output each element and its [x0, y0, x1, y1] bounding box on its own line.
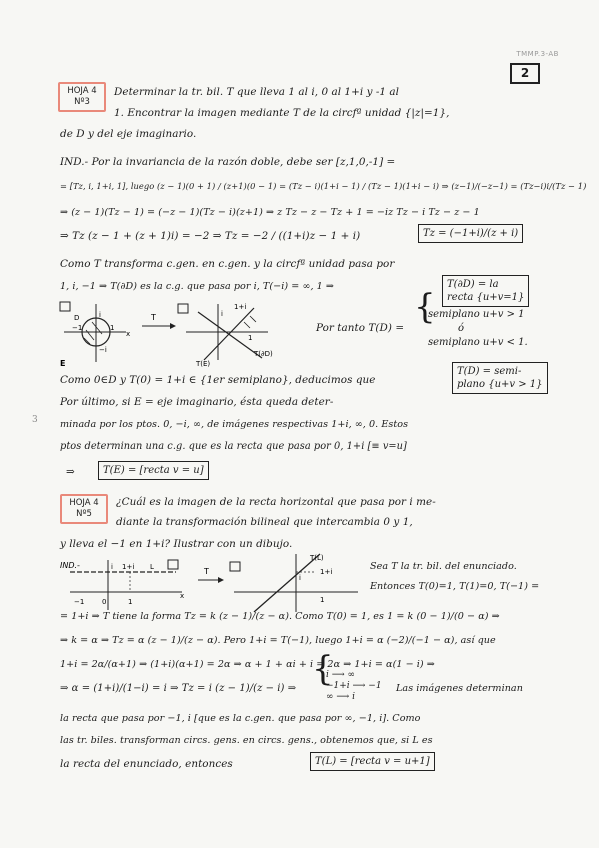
- brace-row-1: semiplano u+v > 1: [428, 309, 525, 320]
- por-tanto-text: Por tanto T(D) =: [316, 322, 405, 334]
- d-text-3: minada por los ptos. 0, −i, ∞, de imágenes respectivas 1+i, ∞, 0. Estos: [60, 419, 409, 430]
- right-label-T-boundary: T(∂D): [254, 350, 273, 358]
- right-label-T-E: T(E): [196, 360, 211, 368]
- brace-row-3: semiplano u+v < 1.: [428, 337, 528, 348]
- left-label-D: D: [74, 314, 80, 322]
- problem5-diagram: [58, 552, 368, 614]
- p5-left-label-x: x: [180, 592, 185, 600]
- map-arrow-label: T: [151, 313, 156, 322]
- problem5-statement-3: y lleva el −1 en 1+i? Ilustrar con un dibujo.: [60, 538, 293, 550]
- problem3-solution-3: ⇒ (z − 1)(Tz − 1) = (−z − 1)(Tz − i)(z+1) ⇒ z Tz − z − Tz + 1 = −iz Tz − i Tz − z − 1: [60, 207, 480, 218]
- problem3-circle-box: [442, 275, 529, 307]
- problem5-tag-sheet: HOJA 4: [69, 498, 99, 508]
- left-label-1: 1: [110, 324, 115, 332]
- problem3-tag: [58, 82, 106, 112]
- p5-right-label-1plusi: 1+i: [320, 568, 333, 576]
- p5-solution-2: ⇒ k = α ⇒ Tz = α (z − 1)/(z − α). Pero 1+i = T(−1), luego 1+i = α (−2)/(−1 − α), así que: [60, 635, 496, 646]
- problem5-statement-1: ¿Cuál es la imagen de la recta horizontal que pasa por i me-: [116, 496, 436, 508]
- brace-row-2: ó: [458, 323, 465, 334]
- problem5-statement-2: diante la transformación bilineal que intercambia 0 y 1,: [116, 516, 413, 528]
- left-label-x: x: [126, 330, 131, 338]
- p5-right-label-T-L: T(L): [310, 554, 324, 562]
- p5-conclusion-3: la recta del enunciado, entonces: [60, 758, 233, 770]
- problem3-statement-2: 1. Encontrar la imagen mediante T de la circfª unidad {|z|=1},: [114, 107, 450, 119]
- p5-side-text-1: Sea T la tr. bil. del enunciado.: [370, 561, 517, 572]
- left-label-minus1: −1: [72, 324, 83, 332]
- p5-left-label-0: 0: [102, 598, 107, 606]
- right-label-1: 1: [248, 334, 253, 342]
- problem3-tag-number: Nº3: [74, 97, 90, 107]
- p5-ind-label: IND.-: [60, 561, 80, 570]
- p5-mapping-row-3: ∞ ⟶ i: [326, 692, 355, 702]
- p5-solution-1: = 1+i ⇒ T tiene la forma Tz = k (z − 1)/(z − α). Como T(0) = 1, es 1 = k (0 − 1)/(0 − α) ⇒: [60, 611, 500, 622]
- d-text-5: ⇒: [66, 466, 75, 478]
- problem3-statement-1: Determinar la tr. bil. T que lleva 1 al i, 0 al 1+i y -1 al: [114, 86, 400, 98]
- circle-box-line-2: recta {u+v=1}: [447, 292, 525, 303]
- p5-left-label-i: i: [111, 563, 113, 571]
- circle-box-line-1: T(∂D) = la: [447, 279, 499, 290]
- d-box-line-1: T(D) = semi-: [457, 366, 522, 377]
- problem5-tag: [60, 494, 108, 524]
- p5-mapping-brace: { i ⟶ ∞ −1+i ⟶ −1 ∞ ⟶ i: [312, 649, 382, 702]
- p5-right-label-1: 1: [320, 596, 325, 604]
- left-plane-marker: [60, 302, 70, 311]
- p5-side-text-2: Entonces T(0)=1, T(1)=0, T(−1) =: [370, 581, 540, 592]
- left-label-minus-i: −i: [99, 346, 107, 354]
- p5-solution-4: ⇒ α = (1+i)/(1−i) = i ⇒ Tz = i (z − 1)/(z − i) ⇒: [60, 683, 297, 694]
- d-box-line-2: plano {u+v > 1}: [457, 379, 543, 390]
- p5-mapping-row-1: i ⟶ ∞: [326, 670, 355, 680]
- p5-left-label-1: 1: [128, 598, 133, 606]
- problem3-solution-1: IND.- Por la invariancia de la razón doble, debe ser [z,1,0,-1] =: [60, 156, 396, 168]
- left-label-i: i: [99, 311, 101, 319]
- left-label-E: E: [60, 359, 66, 368]
- p5-conclusion-1: la recta que pasa por −1, i [que es la c.gen. que pasa por ∞, −1, i]. Como: [60, 713, 421, 724]
- p5-final-box: T(L) = [recta v = u+1]: [310, 752, 435, 771]
- margin-mark: 3: [32, 415, 38, 425]
- line-T-of-boundary: [204, 308, 254, 360]
- p5-left-label-1plusi: 1+i: [122, 563, 135, 571]
- problem3-circle-text-1: Como T transforma c.gen. en c.gen. y la circfª unidad pasa por: [60, 258, 395, 270]
- problem3-diagram: [58, 300, 308, 372]
- problem3-statement-3: de D y del eje imaginario.: [60, 128, 197, 140]
- problem3-tag-sheet: HOJA 4: [67, 86, 97, 96]
- d-text-4: ptos determinan una c.g. que es la recta que pasa por 0, 1+i [≡ v=u]: [60, 441, 407, 452]
- header-code: TMMP.3-AB: [516, 50, 559, 58]
- d-text-2: Por último, si E = eje imaginario, ésta queda deter-: [60, 396, 334, 408]
- p5-right-label-i: i: [299, 574, 301, 582]
- problem3-circle-text-2: 1, i, −1 ⇒ T(∂D) es la c.g. que pasa por i, T(−i) = ∞, 1 ⇒: [60, 281, 335, 292]
- problem3-solution-4: ⇒ Tz (z − 1 + (z + 1)i) = −2 ⇒ Tz = −2 / ((1+i)z − 1 + i): [60, 230, 361, 242]
- p5-mapping-text: Las imágenes determinan: [396, 683, 523, 694]
- page-number: 2: [510, 63, 540, 84]
- d-text-1: Como 0∈D y T(0) = 1+i ∈ {1er semiplano}, deducimos que: [60, 374, 376, 386]
- problem3-result-box: Tz = (−1+i)/(z + i): [418, 224, 523, 243]
- p5-left-label-minus1: −1: [74, 598, 85, 606]
- p5-mapping-row-2: −1+i ⟶ −1: [326, 681, 382, 691]
- p5-conclusion-2: las tr. biles. transforman circs. gens. en circs. gens., obtenemos que, si L es: [60, 735, 433, 746]
- problem5-tag-number: Nº5: [76, 509, 92, 519]
- p5-solution-3: 1+i = 2α/(α+1) ⇒ (1+i)(α+1) = 2α ⇒ α + 1 + αi + i = 2α ⇒ 1+i = α(1 − i) ⇒: [60, 659, 435, 670]
- right-label-1plusi: 1+i: [234, 303, 247, 311]
- p5-map-arrow-label: T: [204, 567, 209, 576]
- problem3-brace: { semiplano u+v > 1 ó semiplano u+v < 1.: [414, 287, 528, 348]
- p5-line-T-of-L: [254, 554, 320, 612]
- e-result-box: T(E) = [recta v = u]: [98, 461, 209, 480]
- problem3-solution-2: = [Tz, i, 1+i, 1], luego (z − 1)(0 + 1) / (z+1)(0 − 1) = (Tz − i)(1+i − 1) / (Tz − 1)(1+i − i) ⇒ (z−1)/(−z−1) = (Tz−i)i/(Tz − 1): [60, 181, 587, 191]
- right-label-i: i: [221, 310, 223, 318]
- right-plane-marker: [178, 304, 188, 313]
- d-result-box: [452, 362, 548, 394]
- p5-left-label-L: L: [150, 563, 154, 571]
